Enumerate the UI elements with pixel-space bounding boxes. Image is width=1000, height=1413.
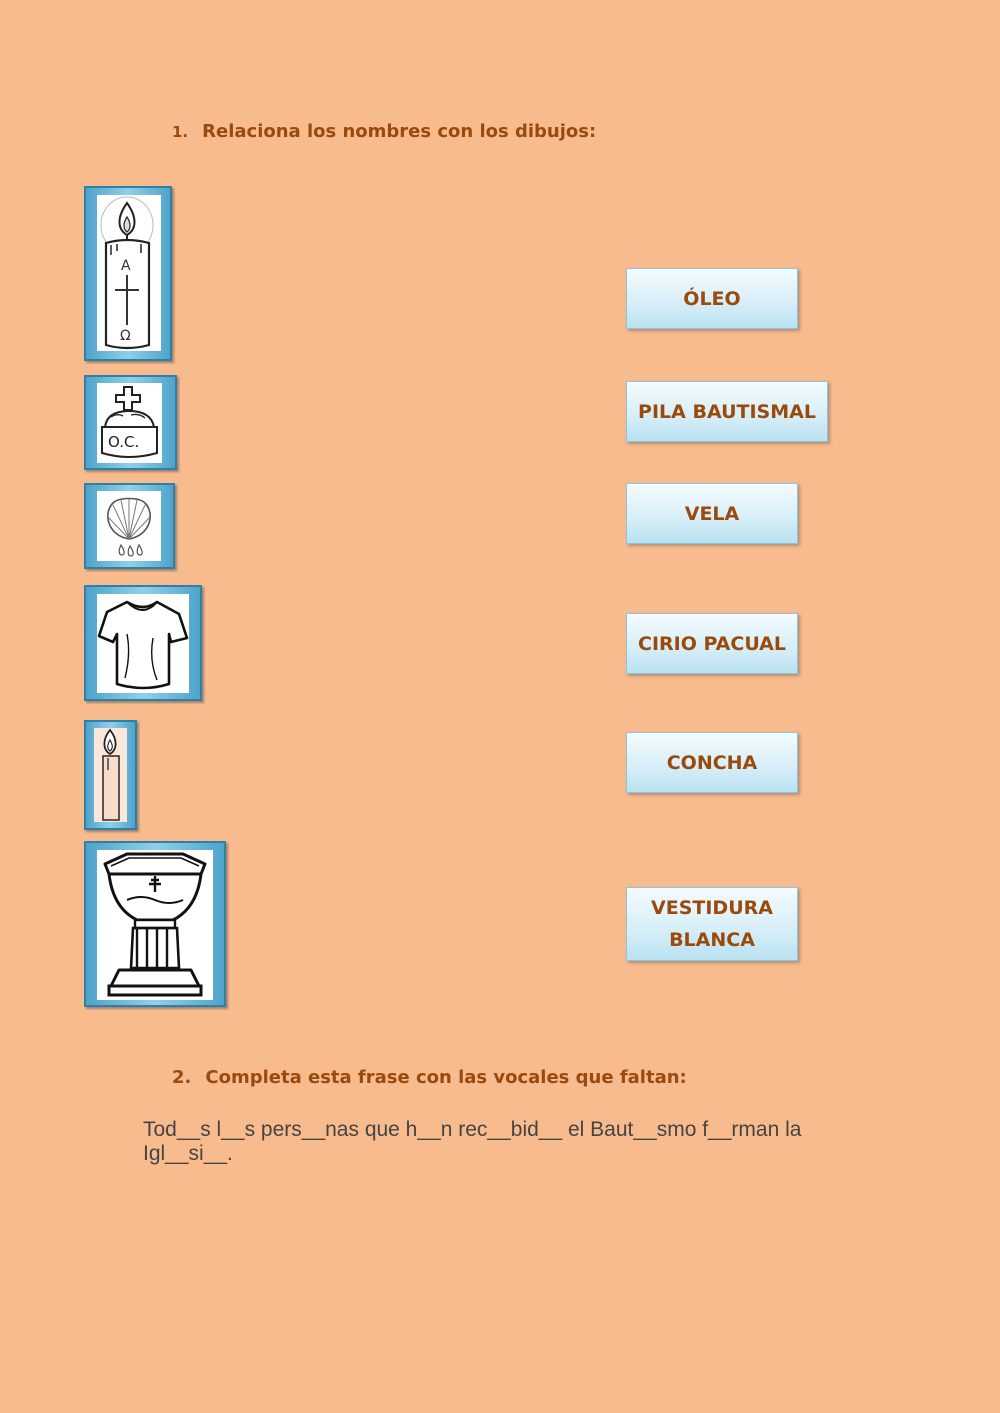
label-cirio-pacual[interactable]: CIRIO PACUAL [626, 613, 798, 674]
label-pila-bautismal[interactable]: PILA BAUTISMAL [626, 381, 828, 442]
picture-garment[interactable] [84, 585, 202, 701]
oil-vessel-icon [97, 383, 162, 463]
exercise1-heading [172, 121, 596, 142]
paschal-candle-icon [97, 195, 161, 351]
picture-shell[interactable] [84, 483, 175, 569]
svg-text:Ω: Ω [120, 328, 131, 344]
svg-text:A: A [121, 258, 131, 274]
label-vela[interactable]: VELA [626, 483, 798, 544]
exercise1-instruction: Relaciona los nombres con los dibujos: [202, 121, 597, 142]
candle-icon [94, 728, 127, 822]
exercise2-heading [172, 1067, 687, 1088]
picture-oil-vessel[interactable] [84, 375, 177, 470]
label-vestidura-blanca[interactable]: VESTIDURA BLANCA [626, 887, 798, 961]
baptismal-font-icon [97, 850, 213, 1000]
exercise2-instruction: Completa esta frase con las vocales que faltan: [205, 1067, 687, 1088]
fill-in-sentence[interactable]: Tod__s l__s pers__nas que h__n rec__bid__ el Baut__smo f__rman la Igl__si__. [143, 1118, 802, 1165]
picture-candle[interactable] [84, 720, 137, 830]
shell-water-icon [97, 491, 161, 561]
white-garment-icon [97, 594, 189, 693]
picture-baptismal-font[interactable] [84, 841, 226, 1007]
picture-paschal-candle[interactable] [84, 186, 172, 361]
label-oleo[interactable]: ÓLEO [626, 268, 798, 329]
exercise1-number: 1. [172, 123, 189, 141]
svg-text:O.C.: O.C. [108, 433, 140, 451]
exercise2-number: 2. [172, 1067, 192, 1088]
label-concha[interactable]: CONCHA [626, 732, 798, 793]
